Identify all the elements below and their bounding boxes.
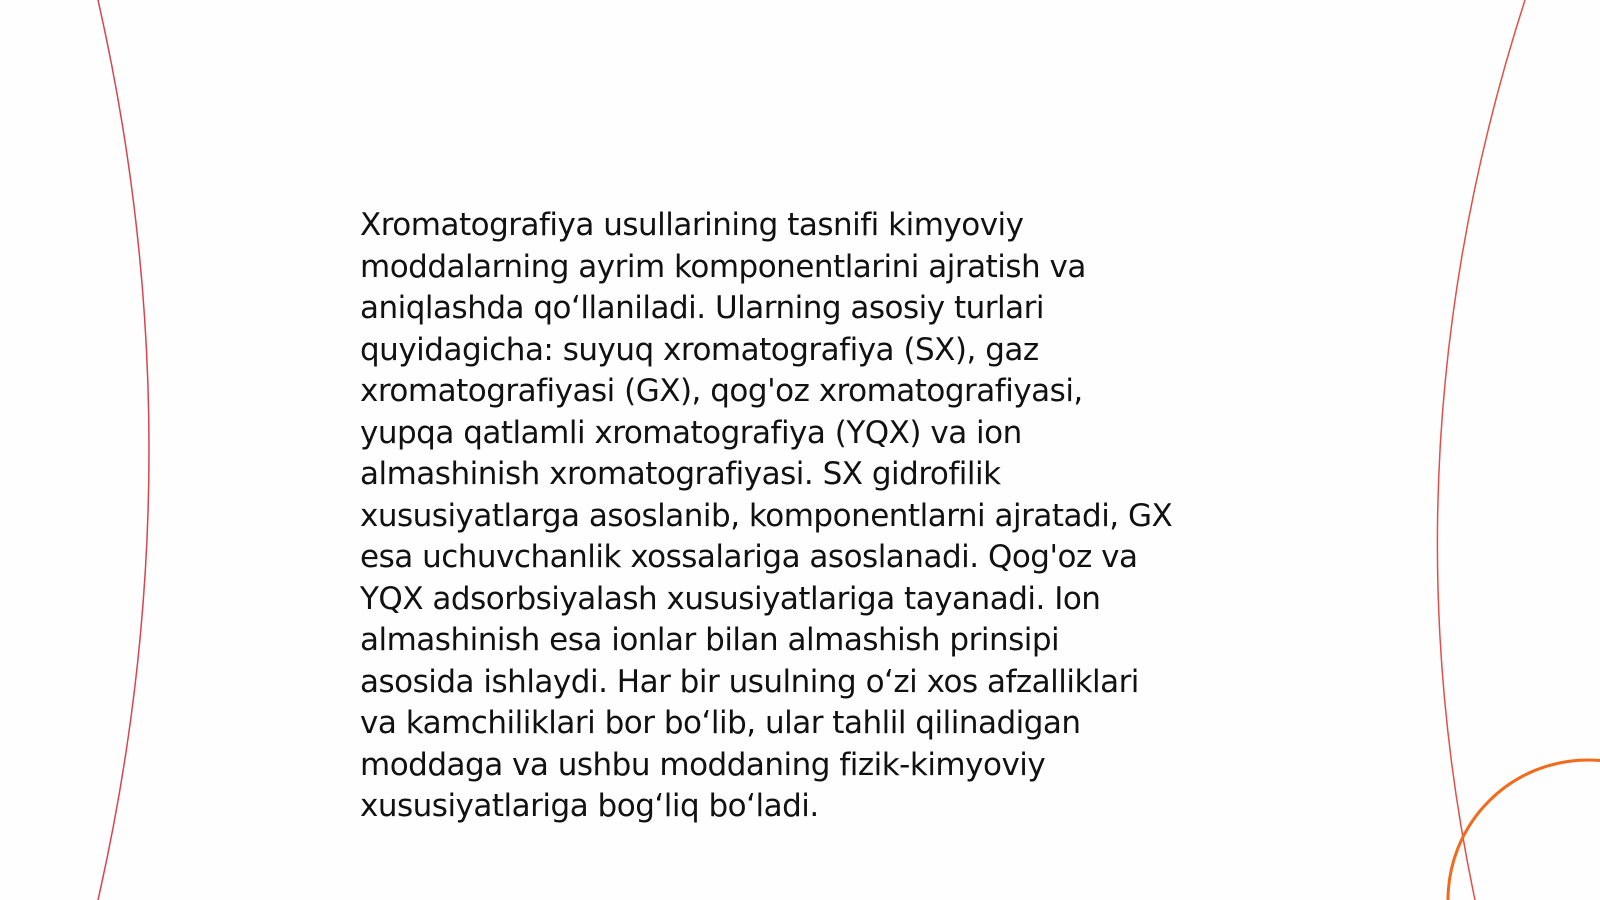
- paragraph-line: xususiyatlarga asoslanib, komponentlarni ajratadi, GX: [360, 497, 1173, 534]
- paragraph-line: yupqa qatlamli xromatografiya (YQX) va ion: [360, 414, 1022, 451]
- paragraph-line: almashinish esa ionlar bilan almashish prinsipi: [360, 622, 1060, 658]
- paragraph-line: YQX adsorbsiyalash xususiyatlariga tayanadi. Ion: [360, 580, 1101, 617]
- paragraph-line: Xromatografiya usullarining tasnifi kimyoviy: [360, 207, 1024, 243]
- paragraph-line: quyidagicha: suyuq xromatografiya (SX), gaz: [360, 331, 1039, 368]
- paragraph-line: almashinish xromatografiyasi. SX gidrofilik: [360, 456, 1001, 492]
- right-arc-line: [1437, 0, 1525, 900]
- paragraph-line: aniqlashda qo‘llaniladi. Ularning asosiy turlari: [360, 290, 1044, 326]
- paragraph-line: xususiyatlariga bog‘liq bo‘ladi.: [360, 788, 819, 824]
- left-arc-line: [98, 0, 149, 900]
- paragraph-line: esa uchuvchanlik xossalariga asoslanadi. Qog'oz va: [360, 539, 1138, 575]
- paragraph-line: va kamchiliklari bor bo‘lib, ular tahlil qilinadigan: [360, 705, 1081, 741]
- body-paragraph: [360, 205, 1240, 828]
- paragraph-line: moddalarning ayrim komponentlarini ajratish va: [360, 248, 1086, 285]
- paragraph-line: moddaga va ushbu moddaning fizik-kimyoviy: [360, 746, 1046, 783]
- paragraph-line: xromatografiyasi (GX), qog'oz xromatografiyasi,: [360, 373, 1083, 409]
- paragraph-line: asosida ishlaydi. Har bir usulning o‘zi xos afzalliklari: [360, 663, 1139, 700]
